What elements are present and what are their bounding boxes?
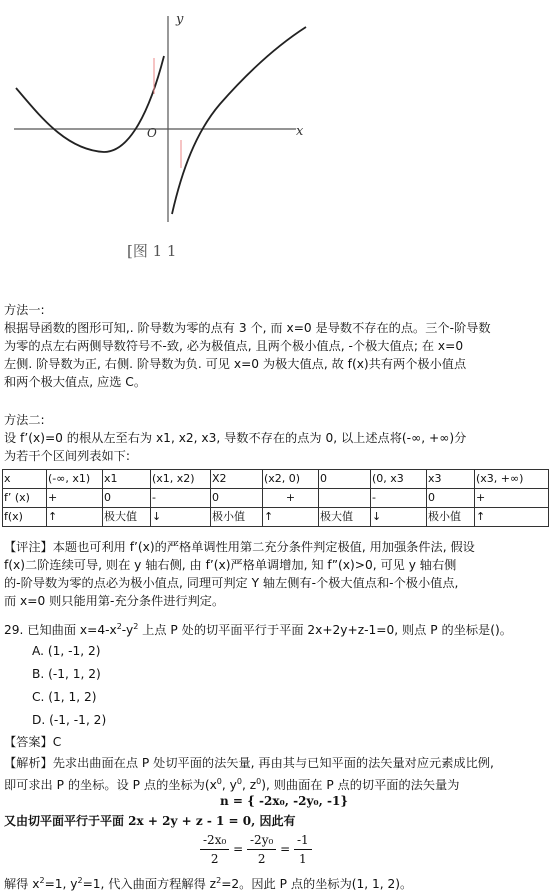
table-cell: 0 xyxy=(211,489,263,508)
table-cell: 极小值 xyxy=(211,508,263,527)
table-cell: x xyxy=(3,470,47,489)
superscript: 0 xyxy=(216,777,222,786)
table-cell: 0 xyxy=(319,470,371,489)
analysis-line-1: 【解析】先求出曲面在点 P 处切平面的法矢量, 再由其与已知平面的法矢量对应元素成比例, xyxy=(4,756,494,770)
superscript: 2 xyxy=(133,622,139,631)
table-cell: f(x) xyxy=(3,508,47,527)
equals-sign: = xyxy=(280,842,291,856)
question-text-b: -y xyxy=(121,623,134,638)
comment-line-3: 的-阶导数为零的点必为极小值点, 同理可判定 Y 轴左侧有-个极大值点和-个极小值点, xyxy=(4,576,459,590)
final-result xyxy=(4,872,412,893)
answer xyxy=(4,733,61,751)
denominator: 2 xyxy=(257,852,266,866)
fraction xyxy=(200,831,229,868)
right-branch-curve xyxy=(172,27,306,214)
table-cell: + xyxy=(263,489,319,508)
analysis-text: ), 则曲面在 P 点的切平面的法矢量为 xyxy=(261,778,460,793)
table-cell: - xyxy=(371,489,427,508)
comment-line-1: 【评注】本题也可利用 f’(x)的严格单调性用第二充分条件判定极值, 用加强条件法, 假设 xyxy=(4,540,475,554)
origin-label: O xyxy=(147,126,157,140)
derivative-graph xyxy=(0,0,560,270)
superscript: 0 xyxy=(256,777,262,786)
numerator: -2x₀ xyxy=(200,831,229,850)
method1-line-2: 为零的点左右两侧导数符号不-致, 必为极值点, 且两个极小值点, -个极大值点; 在 x=0 xyxy=(4,339,464,353)
fraction xyxy=(294,831,312,868)
proportion-equation xyxy=(200,831,312,868)
question-text-a: 已知曲面 x=4-x xyxy=(27,623,117,638)
table-cell: 0 xyxy=(103,489,151,508)
equals-sign: = xyxy=(233,842,244,856)
table-cell: ↑ xyxy=(47,508,103,527)
table-cell: x1 xyxy=(103,470,151,489)
option-a: A. (1, -1, 2) xyxy=(32,644,101,658)
numerator: -2y₀ xyxy=(247,831,276,850)
comment-line-4: 而 x=0 则只能用第-充分条件进行判定。 xyxy=(4,594,225,608)
figure-caption: [图 1 1 xyxy=(127,242,177,260)
question-number: 29. xyxy=(4,623,24,638)
answer-value: C xyxy=(52,735,62,749)
superscript: 0 xyxy=(236,777,242,786)
table-cell: (x3, +∞) xyxy=(475,470,549,489)
table-cell: 0 xyxy=(427,489,475,508)
normal-vector: n = { -2x₀, -2y₀, -1} xyxy=(220,794,349,808)
method1-line-4: 和两个极大值点, 应选 C。 xyxy=(4,375,147,389)
comment-line-2: f(x)二阶连续可导, 则在 y 轴右侧, 由 f’(x)严格单调增加, 知 f”(x)>0, 可见 y 轴右侧 xyxy=(4,558,457,572)
y-axis-label: y xyxy=(176,12,184,27)
method2-line-2: 为若干个区间列表如下: xyxy=(4,449,130,463)
table-row xyxy=(3,489,549,508)
table-cell: (0, x3 xyxy=(371,470,427,489)
option-d: D. (-1, -1, 2) xyxy=(32,713,107,727)
denominator: 1 xyxy=(299,852,307,866)
table-cell: 极大值 xyxy=(319,508,371,527)
table-cell: ↓ xyxy=(371,508,427,527)
table-cell: ↑ xyxy=(475,508,549,527)
parallel-condition: 又由切平面平行于平面 2x + 2y + z - 1 = 0, 因此有 xyxy=(4,814,296,828)
option-b: B. (-1, 1, 2) xyxy=(32,667,101,681)
table-row xyxy=(3,470,549,489)
result-text: =2。因此 P 点的坐标为(1, 1, 2)。 xyxy=(221,877,413,892)
table-cell: - xyxy=(151,489,211,508)
x-axis-label: x xyxy=(296,124,304,139)
answer-label: 【答案】 xyxy=(4,735,53,749)
table-cell: (x2, 0) xyxy=(263,470,319,489)
method2-heading: 方法二: xyxy=(4,413,45,427)
table-cell: ↑ xyxy=(263,508,319,527)
analysis-line-2 xyxy=(4,773,459,794)
denominator: 2 xyxy=(210,852,219,866)
table-cell: + xyxy=(475,489,549,508)
numerator: -1 xyxy=(294,831,312,850)
table-cell: (x1, x2) xyxy=(151,470,211,489)
table-cell: 极大值 xyxy=(103,508,151,527)
method1-line-3: 左侧. 阶导数为正, 右侧. 阶导数为负. 可见 x=0 为极大值点, 故 f(x)共有两个极小值点 xyxy=(4,357,467,371)
table-cell: 极小值 xyxy=(427,508,475,527)
fraction xyxy=(247,831,276,868)
table-cell: x3 xyxy=(427,470,475,489)
method1-line-1: 根据导函数的图形可知,. 阶导数为零的点有 3 个, 而 x=0 是导数不存在的点。三个-阶导数 xyxy=(4,321,491,335)
result-text: 解得 x xyxy=(4,877,40,892)
table-cell: + xyxy=(47,489,103,508)
table-cell: (-∞, x1) xyxy=(47,470,103,489)
result-text: =1, 代入曲面方程解得 z xyxy=(82,877,217,892)
superscript: 2 xyxy=(116,622,122,631)
sign-table xyxy=(2,469,549,527)
superscript: 2 xyxy=(77,876,83,885)
method2-line-1: 设 f’(x)=0 的根从左至右为 x1, x2, x3, 导数不存在的点为 0, 以上述点将(-∞, +∞)分 xyxy=(4,431,467,445)
analysis-text: , y xyxy=(221,778,237,793)
table-cell xyxy=(319,489,371,508)
table-cell: f’ (x) xyxy=(3,489,47,508)
option-c: C. (1, 1, 2) xyxy=(32,690,97,704)
method1-heading: 方法一: xyxy=(4,303,45,317)
left-branch-curve xyxy=(16,56,164,152)
table-cell: ↓ xyxy=(151,508,211,527)
analysis-text: , z xyxy=(241,778,257,793)
superscript: 2 xyxy=(216,876,222,885)
result-text: =1, y xyxy=(44,877,78,892)
question-text-c: 上点 P 处的切平面平行于平面 2x+2y+z-1=0, 则点 P 的坐标是()。 xyxy=(138,623,512,638)
table-cell: X2 xyxy=(211,470,263,489)
question-29 xyxy=(4,618,512,639)
superscript: 2 xyxy=(39,876,45,885)
table-row xyxy=(3,508,549,527)
analysis-text: 即可求出 P 的坐标。设 P 点的坐标为(x xyxy=(4,778,217,793)
